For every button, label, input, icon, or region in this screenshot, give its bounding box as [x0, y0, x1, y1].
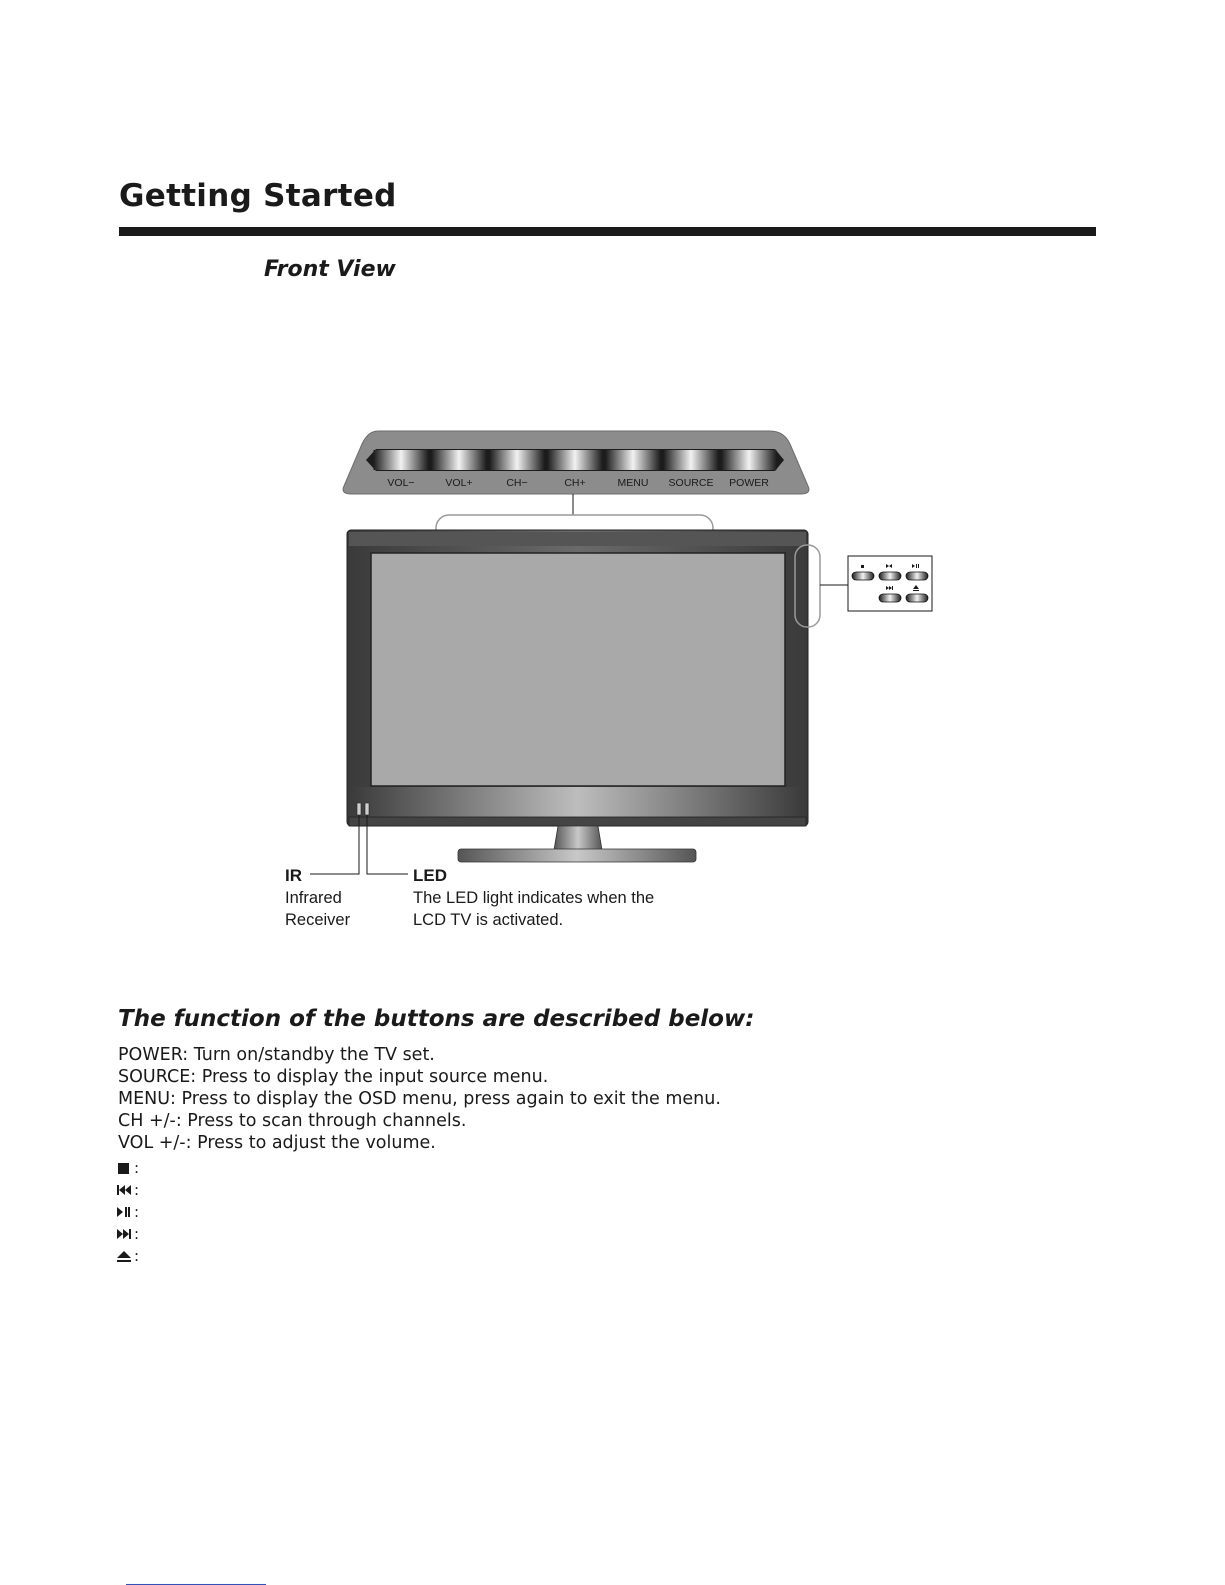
tv-screen	[371, 553, 785, 786]
panel-button-label: CH+	[564, 477, 586, 489]
led-description-line1: The LED light indicates when the	[413, 889, 655, 907]
symbol-item-eject	[116, 1245, 139, 1267]
tv-chin	[349, 787, 806, 817]
function-power: POWER: Turn on/standby the TV set.	[118, 1045, 435, 1065]
eject-icon	[116, 1249, 132, 1263]
panel-button-label: CH−	[506, 477, 528, 489]
panel-button-label: POWER	[729, 477, 769, 489]
symbol-separator: :	[134, 1181, 140, 1199]
section-subtitle: Front View	[264, 257, 396, 282]
ir-sensor	[357, 803, 361, 815]
page-title: Getting Started	[119, 178, 397, 214]
symbol-item-next	[116, 1223, 139, 1245]
panel-button-label: SOURCE	[668, 477, 714, 489]
side-control-panel	[848, 556, 932, 611]
functions-heading: The function of the buttons are described below:	[118, 1006, 755, 1032]
ir-heading: IR	[285, 866, 302, 885]
panel-button-vol-minus	[374, 450, 429, 470]
ir-callout	[285, 865, 350, 931]
led-indicator	[365, 803, 369, 815]
tv-stand-neck	[554, 826, 602, 850]
led-callout	[413, 865, 654, 931]
panel-button-menu	[606, 450, 661, 470]
function-channel: CH +/-: Press to scan through channels.	[118, 1111, 467, 1131]
symbol-separator: :	[134, 1203, 140, 1221]
next-icon	[116, 1227, 132, 1241]
stop-icon	[861, 565, 864, 568]
ir-description-line1: Infrared	[285, 889, 342, 907]
symbol-separator: :	[134, 1225, 140, 1243]
function-volume: VOL +/-: Press to adjust the volume.	[118, 1133, 436, 1153]
tv-body	[347, 530, 808, 862]
symbol-item-stop	[116, 1157, 139, 1179]
functions-list	[118, 1044, 721, 1154]
previous-icon	[116, 1183, 132, 1197]
symbol-item-previous	[116, 1179, 139, 1201]
symbol-separator: :	[134, 1247, 140, 1265]
tv-stand-base	[458, 849, 696, 862]
function-menu: MENU: Press to display the OSD menu, press again to exit the menu.	[118, 1089, 721, 1109]
panel-button-label: MENU	[617, 477, 649, 489]
control-button-strip	[374, 450, 777, 470]
panel-button-power	[722, 450, 777, 470]
symbol-item-play-pause	[116, 1201, 139, 1223]
ir-description-line2: Receiver	[285, 911, 351, 929]
symbol-separator: :	[134, 1159, 140, 1177]
led-heading: LED	[413, 866, 447, 885]
function-source: SOURCE: Press to display the input source menu.	[118, 1067, 549, 1087]
led-description-line2: LCD TV is activated.	[413, 911, 564, 929]
control-panel-closeup	[343, 431, 809, 494]
symbol-function-list	[116, 1157, 139, 1267]
panel-button-label: VOL+	[445, 477, 473, 489]
panel-button-vol-plus	[432, 450, 487, 470]
panel-button-ch-minus	[490, 450, 545, 470]
stop-icon	[116, 1161, 132, 1175]
panel-button-source	[664, 450, 719, 470]
panel-button-label: VOL−	[387, 477, 415, 489]
panel-button-ch-plus	[548, 450, 603, 470]
play-pause-icon	[116, 1205, 132, 1219]
